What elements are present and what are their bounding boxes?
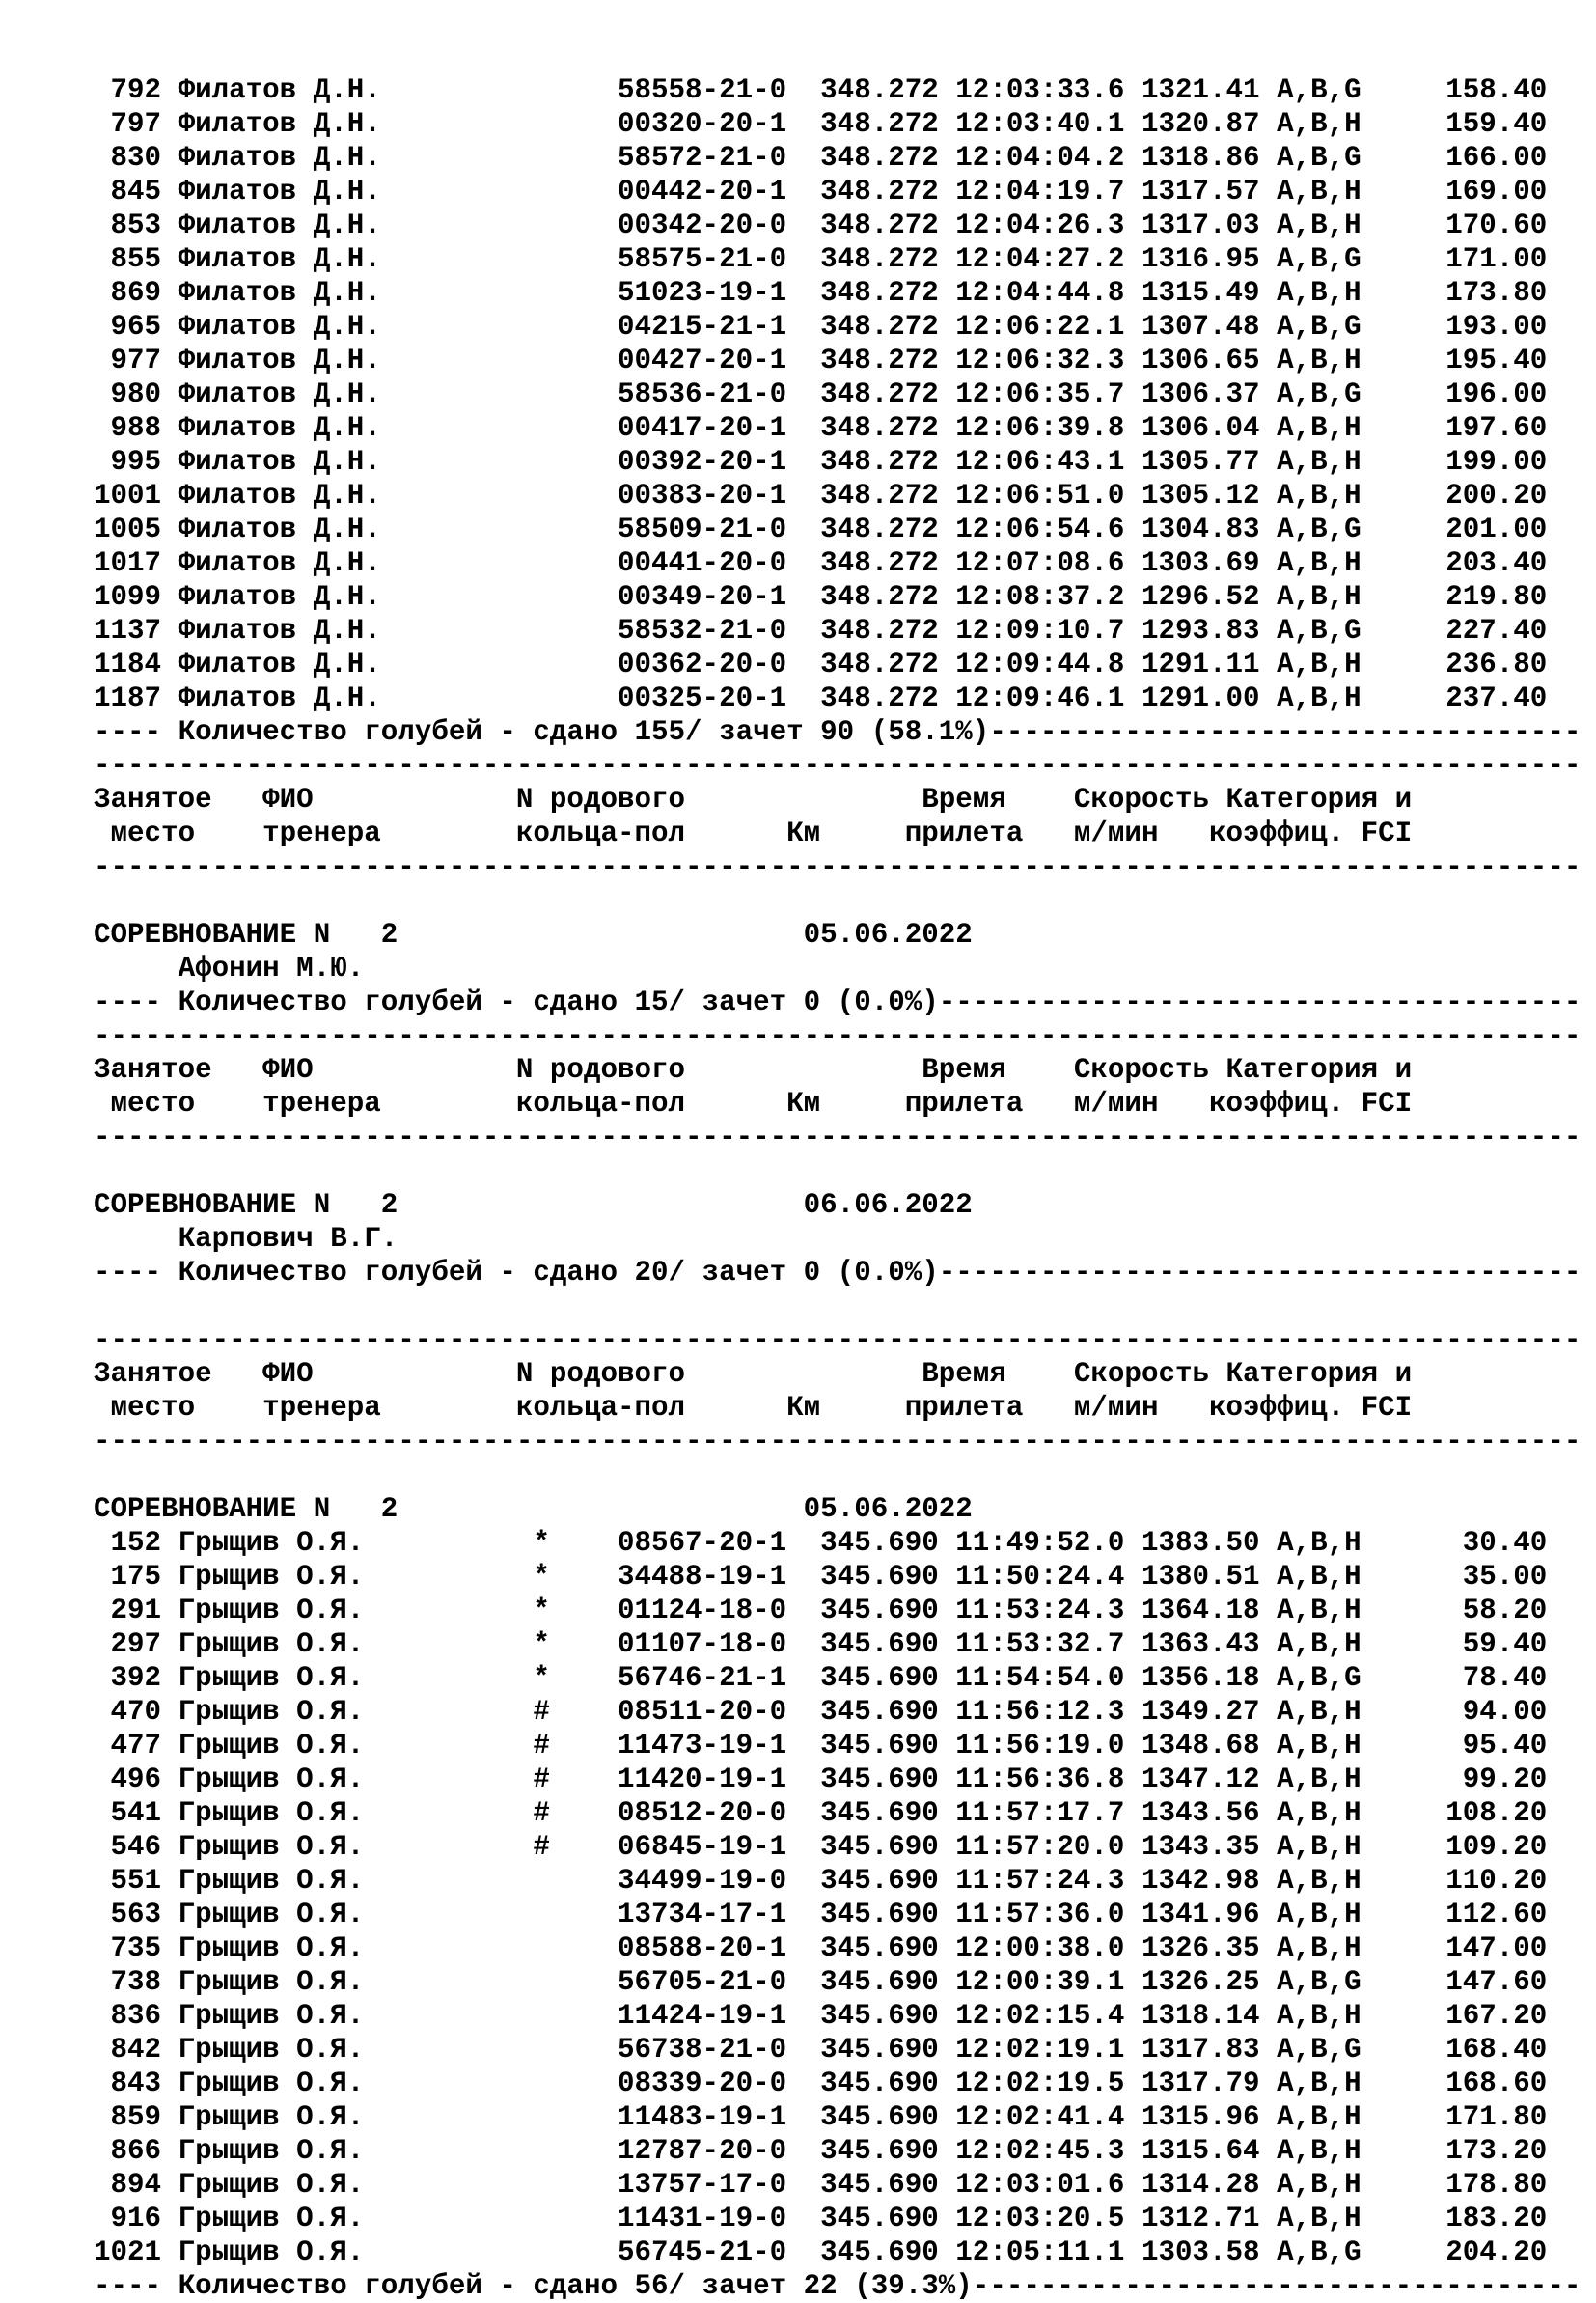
blank-line: [94, 1290, 1581, 1323]
table-row: 477 Грыщив О.Я. # 11473-19-1 345.690 11:56:19.0 1348.68 A,B,H 95.40: [94, 1730, 1548, 1762]
table-row: 843 Грыщив О.Я. 08339-20-0 345.690 12:02:19.5 1317.79 A,B,H 168.60: [94, 2067, 1548, 2099]
separator-line: ----------------------------------------------------------------------------------------: [94, 851, 1582, 883]
separator-line: ----------------------------------------------------------------------------------------: [94, 1020, 1582, 1052]
table-row: 546 Грыщив О.Я. # 06845-19-1 345.690 11:57:20.0 1343.35 A,B,H 109.20: [94, 1831, 1548, 1863]
column-header-row-1: Занятое ФИО N родового Время Скорость Категория и: [94, 1054, 1413, 1086]
table-row: 894 Грыщив О.Я. 13757-17-0 345.690 12:03:01.6 1314.28 A,B,H 178.80: [94, 2169, 1548, 2201]
table-row: 1184 Филатов Д.Н. 00362-20-0 348.272 12:09:44.8 1291.11 A,B,H 236.80: [94, 649, 1548, 680]
table-row: 1021 Грыщив О.Я. 56745-21-0 345.690 12:05:11.1 1303.58 A,B,G 204.20: [94, 2236, 1548, 2268]
table-row: 965 Филатов Д.Н. 04215-21-1 348.272 12:06:22.1 1307.48 A,B,G 193.00: [94, 311, 1548, 343]
competition-line: СОРЕВНОВАНИЕ N 2 05.06.2022: [94, 1493, 973, 1525]
table-row: 859 Грыщив О.Я. 11483-19-1 345.690 12:02:41.4 1315.96 A,B,H 171.80: [94, 2101, 1548, 2133]
table-row: 866 Грыщив О.Я. 12787-20-0 345.690 12:02:45.3 1315.64 A,B,H 173.20: [94, 2135, 1548, 2167]
table-row: 1017 Филатов Д.Н. 00441-20-0 348.272 12:07:08.6 1303.69 A,B,H 203.40: [94, 547, 1548, 579]
table-row: 541 Грыщив О.Я. # 08512-20-0 345.690 11:57:17.7 1343.56 A,B,H 108.20: [94, 1797, 1548, 1829]
table-row: 980 Филатов Д.Н. 58536-21-0 348.272 12:06:35.7 1306.37 A,B,G 196.00: [94, 378, 1548, 410]
summary-line: ---- Количество голубей - сдано 15/ зачет 0 (0.0%)--------------------------------------: [94, 986, 1582, 1018]
competition-line: СОРЕВНОВАНИЕ N 2 05.06.2022: [94, 919, 973, 951]
table-row: 152 Грыщив О.Я. * 08567-20-1 345.690 11:49:52.0 1383.50 A,B,H 30.40: [94, 1527, 1548, 1559]
summary-line: ---- Количество голубей - сдано 56/ зачет 22 (39.3%)------------------------------------: [94, 2270, 1582, 2302]
column-header-row-2: место тренера кольца-пол Км прилета м/мин коэффиц. FCI: [94, 818, 1413, 849]
column-header-row-2: место тренера кольца-пол Км прилета м/мин коэффиц. FCI: [94, 1088, 1413, 1120]
table-row: 977 Филатов Д.Н. 00427-20-1 348.272 12:06:32.3 1306.65 A,B,H 195.40: [94, 345, 1548, 376]
table-row: 830 Филатов Д.Н. 58572-21-0 348.272 12:04:04.2 1318.86 A,B,G 166.00: [94, 142, 1548, 174]
separator-line: ----------------------------------------------------------------------------------------: [94, 1122, 1582, 1153]
table-row: 175 Грыщив О.Я. * 34488-19-1 345.690 11:50:24.4 1380.51 A,B,H 35.00: [94, 1561, 1548, 1593]
table-row: 563 Грыщив О.Я. 13734-17-1 345.690 11:57:36.0 1341.96 A,B,H 112.60: [94, 1899, 1548, 1930]
competition-line: СОРЕВНОВАНИЕ N 2 06.06.2022: [94, 1189, 973, 1221]
table-row: 853 Филатов Д.Н. 00342-20-0 348.272 12:04:26.3 1317.03 A,B,H 170.60: [94, 209, 1548, 241]
blank-line: [94, 884, 1581, 918]
table-row: 470 Грыщив О.Я. # 08511-20-0 345.690 11:56:12.3 1349.27 A,B,H 94.00: [94, 1696, 1548, 1728]
table-row: 1099 Филатов Д.Н. 00349-20-1 348.272 12:08:37.2 1296.52 A,B,H 219.80: [94, 581, 1548, 613]
column-header-row-2: место тренера кольца-пол Км прилета м/мин коэффиц. FCI: [94, 1392, 1413, 1424]
table-row: 1187 Филатов Д.Н. 00325-20-1 348.272 12:09:46.1 1291.00 A,B,H 237.40: [94, 682, 1548, 714]
results-document: [94, 73, 1581, 2303]
table-row: 1005 Филатов Д.Н. 58509-21-0 348.272 12:06:54.6 1304.83 A,B,G 201.00: [94, 513, 1548, 545]
column-header-row-1: Занятое ФИО N родового Время Скорость Категория и: [94, 784, 1413, 816]
table-row: 496 Грыщив О.Я. # 11420-19-1 345.690 11:56:36.8 1347.12 A,B,H 99.20: [94, 1763, 1548, 1795]
table-row: 797 Филатов Д.Н. 00320-20-1 348.272 12:03:40.1 1320.87 A,B,H 159.40: [94, 108, 1548, 140]
table-row: 738 Грыщив О.Я. 56705-21-0 345.690 12:00:39.1 1326.25 A,B,G 147.60: [94, 1966, 1548, 1998]
column-header-row-1: Занятое ФИО N родового Время Скорость Категория и: [94, 1358, 1413, 1390]
table-row: 842 Грыщив О.Я. 56738-21-0 345.690 12:02:19.1 1317.83 A,B,G 168.40: [94, 2034, 1548, 2066]
table-row: 1137 Филатов Д.Н. 58532-21-0 348.272 12:09:10.7 1293.83 A,B,G 227.40: [94, 615, 1548, 647]
table-row: 792 Филатов Д.Н. 58558-21-0 348.272 12:03:33.6 1321.41 A,B,G 158.40: [94, 74, 1548, 106]
blank-line: [94, 1154, 1581, 1188]
summary-line: ---- Количество голубей - сдано 155/ зачет 90 (58.1%)-----------------------------------: [94, 716, 1582, 748]
separator-line: ----------------------------------------------------------------------------------------: [94, 1324, 1582, 1356]
separator-line: ----------------------------------------------------------------------------------------: [94, 1426, 1582, 1457]
table-row: 297 Грыщив О.Я. * 01107-18-0 345.690 11:53:32.7 1363.43 A,B,H 59.40: [94, 1628, 1548, 1660]
separator-line: ----------------------------------------------------------------------------------------: [94, 750, 1582, 782]
table-row: 836 Грыщив О.Я. 11424-19-1 345.690 12:02:15.4 1318.14 A,B,H 167.20: [94, 2000, 1548, 2032]
table-row: 995 Филатов Д.Н. 00392-20-1 348.272 12:06:43.1 1305.77 A,B,H 199.00: [94, 446, 1548, 478]
table-row: 392 Грыщив О.Я. * 56746-21-1 345.690 11:54:54.0 1356.18 A,B,G 78.40: [94, 1662, 1548, 1694]
table-row: 1001 Филатов Д.Н. 00383-20-1 348.272 12:06:51.0 1305.12 A,B,H 200.20: [94, 480, 1548, 512]
table-row: 869 Филатов Д.Н. 51023-19-1 348.272 12:04:44.8 1315.49 A,B,H 173.80: [94, 277, 1548, 309]
trainer-name: Афонин М.Ю.: [94, 953, 365, 985]
table-row: 855 Филатов Д.Н. 58575-21-0 348.272 12:04:27.2 1316.95 A,B,G 171.00: [94, 243, 1548, 275]
table-row: 988 Филатов Д.Н. 00417-20-1 348.272 12:06:39.8 1306.04 A,B,H 197.60: [94, 412, 1548, 444]
table-row: 291 Грыщив О.Я. * 01124-18-0 345.690 11:53:24.3 1364.18 A,B,H 58.20: [94, 1595, 1548, 1626]
trainer-name: Карпович В.Г.: [94, 1223, 399, 1255]
table-row: 916 Грыщив О.Я. 11431-19-0 345.690 12:03:20.5 1312.71 A,B,H 183.20: [94, 2203, 1548, 2234]
table-row: 845 Филатов Д.Н. 00442-20-1 348.272 12:04:19.7 1317.57 A,B,H 169.00: [94, 176, 1548, 208]
table-row: 735 Грыщив О.Я. 08588-20-1 345.690 12:00:38.0 1326.35 A,B,H 147.00: [94, 1932, 1548, 1964]
blank-line: [94, 1458, 1581, 1492]
table-row: 551 Грыщив О.Я. 34499-19-0 345.690 11:57:24.3 1342.98 A,B,H 110.20: [94, 1865, 1548, 1897]
summary-line: ---- Количество голубей - сдано 20/ зачет 0 (0.0%)--------------------------------------: [94, 1257, 1582, 1289]
